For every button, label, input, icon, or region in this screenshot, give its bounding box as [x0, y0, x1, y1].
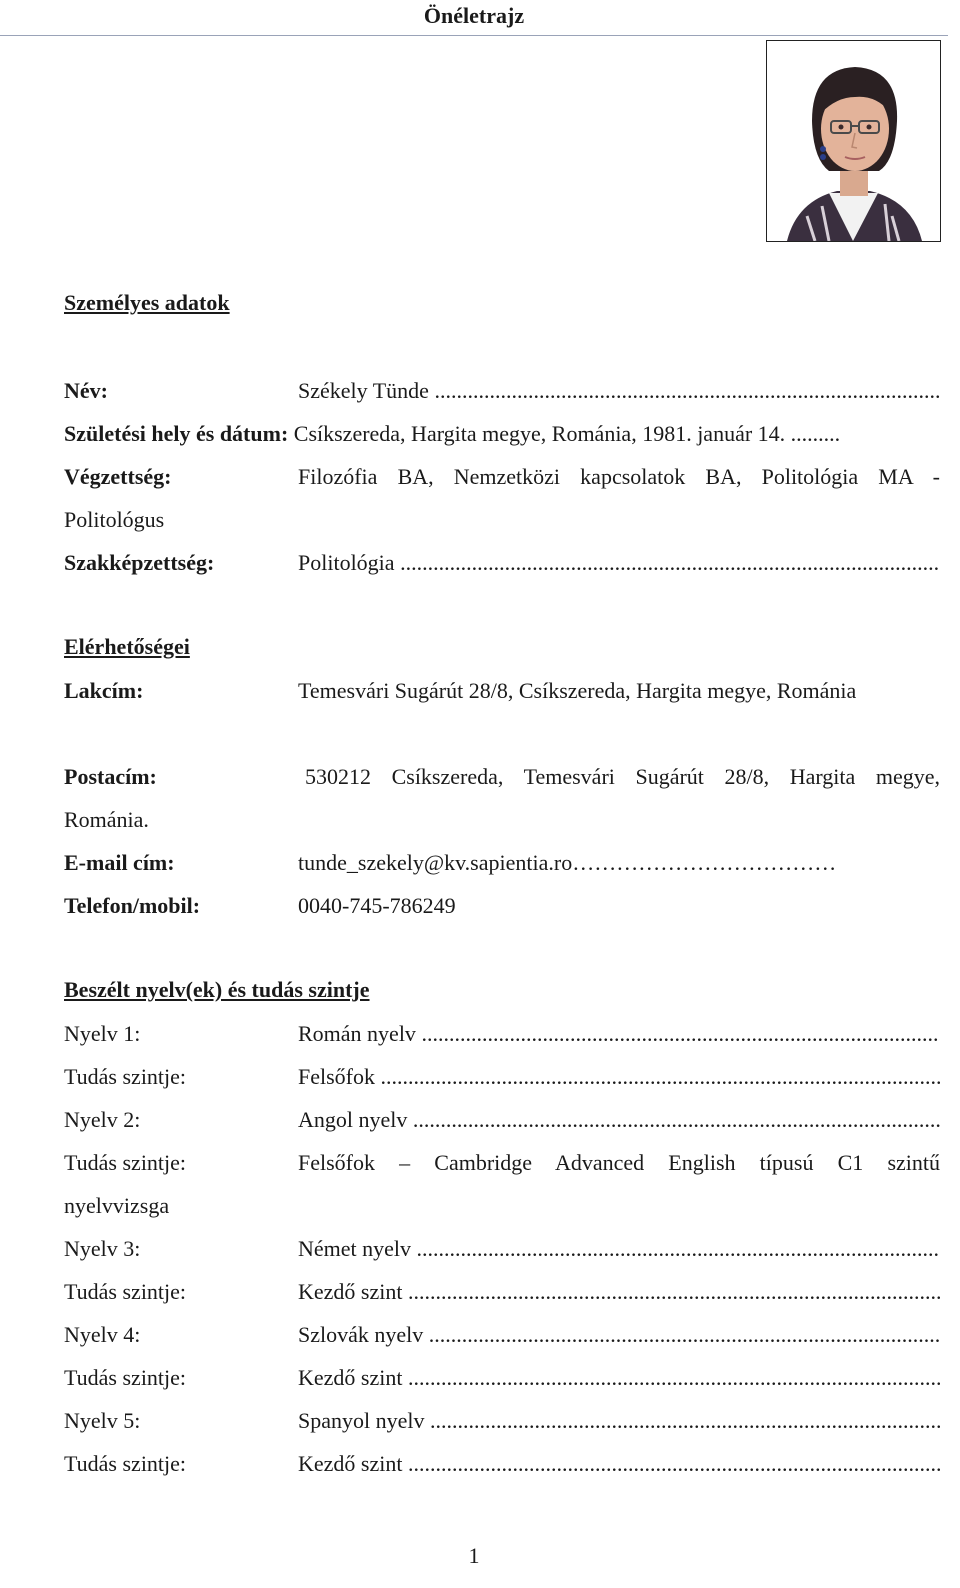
language-value: Német nyelv .....	[298, 1234, 940, 1264]
birth-line: Születési hely és dátum: Csíkszereda, Hargita megye, Románia, 1981. január 14. .........	[64, 421, 841, 446]
level-label: Tudás szintje:	[64, 1365, 187, 1390]
education-value: Filozófia BA, Nemzetközi kapcsolatok BA, Politológia MA -	[298, 464, 940, 489]
language-row-5	[64, 1406, 940, 1436]
name-value: Székely Tünde .....	[298, 376, 940, 406]
language-value: Spanyol nyelv .....	[298, 1406, 940, 1436]
name-label: Név:	[64, 378, 108, 403]
level-value: Felsőfok – Cambridge Advanced English típusú C1 szintű	[298, 1150, 940, 1175]
language-label: Nyelv 3:	[64, 1236, 141, 1261]
page-number: 1	[468, 1543, 480, 1568]
birth-value: Csíkszereda, Hargita megye, Románia, 1981. január 14.	[293, 421, 786, 446]
language-value: Angol nyelv .....	[298, 1105, 940, 1135]
profile-photo	[766, 40, 941, 242]
level-label: Tudás szintje:	[64, 1279, 187, 1304]
level-row-5	[64, 1449, 940, 1479]
qualification-row	[64, 548, 940, 578]
portrait-illustration	[767, 41, 940, 241]
language-label: Nyelv 4:	[64, 1322, 141, 1347]
language-value: Szlovák nyelv .....	[298, 1320, 940, 1350]
title-divider	[0, 35, 948, 36]
education-continuation: Politológus	[64, 507, 165, 532]
qualification-label: Szakképzettség:	[64, 550, 215, 575]
level-value: Kezdő szint .....	[298, 1277, 940, 1307]
phone-value: 0040-745-786249	[298, 893, 456, 918]
language-label: Nyelv 2:	[64, 1107, 141, 1132]
name-row	[64, 376, 940, 406]
email-value[interactable]: tunde_szekely@kv.sapientia.ro	[298, 850, 573, 875]
language-label: Nyelv 5:	[64, 1408, 141, 1433]
level-value: Kezdő szint .....	[298, 1363, 940, 1393]
postal-label: Postacím:	[64, 764, 157, 789]
qualification-value: Politológia .....	[298, 548, 940, 578]
postal-row	[64, 762, 940, 792]
postal-continuation: Románia.	[64, 807, 149, 832]
phone-label: Telefon/mobil:	[64, 893, 201, 918]
language-row-1	[64, 1019, 940, 1049]
language-value: Román nyelv .....	[298, 1019, 940, 1049]
level-label: Tudás szintje:	[64, 1064, 187, 1089]
address-row	[64, 676, 940, 706]
language-row-3	[64, 1234, 940, 1264]
email-value-line	[298, 848, 836, 878]
level-value: Kezdő szint .....	[298, 1449, 940, 1479]
language-label: Nyelv 1:	[64, 1021, 141, 1046]
level-label: Tudás szintje:	[64, 1150, 187, 1175]
email-dots: ………………………………	[572, 850, 837, 875]
level-row-4	[64, 1363, 940, 1393]
level-value: Felsőfok .....	[298, 1062, 940, 1092]
level-label: Tudás szintje:	[64, 1451, 187, 1476]
level-row-1	[64, 1062, 940, 1092]
level-continuation: nyelvvizsga	[64, 1193, 170, 1218]
phone-row	[64, 891, 940, 921]
language-row-2	[64, 1105, 940, 1135]
language-row-4	[64, 1320, 940, 1350]
address-label: Lakcím:	[64, 678, 144, 703]
address-value: Temesvári Sugárút 28/8, Csíkszereda, Hargita megye, Románia	[298, 678, 857, 703]
education-label: Végzettség:	[64, 464, 172, 489]
email-row	[64, 848, 940, 878]
section-heading-personal: Személyes adatok	[64, 290, 230, 315]
email-label: E-mail cím:	[64, 850, 175, 875]
birth-row	[64, 419, 940, 449]
birth-label: Születési hely és dátum:	[64, 421, 289, 446]
level-row-3	[64, 1277, 940, 1307]
postal-value: 530212 Csíkszereda, Temesvári Sugárút 28/8, Hargita megye,	[305, 764, 940, 789]
section-heading-languages: Beszélt nyelv(ek) és tudás szintje	[64, 977, 370, 1002]
education-row	[64, 462, 940, 492]
section-heading-contact: Elérhetőségei	[64, 634, 190, 659]
level-row-2	[64, 1148, 940, 1178]
page-title: Önéletrajz	[423, 3, 525, 28]
